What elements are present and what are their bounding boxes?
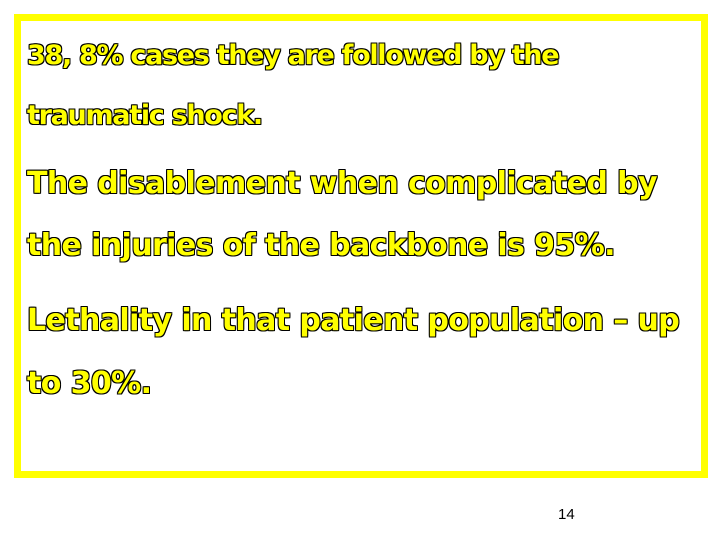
paragraph-3-line-2: to 30%. — [27, 366, 152, 401]
paragraph-2-line-1: The disablement when complicated by — [27, 166, 657, 201]
paragraph-1-line-1: 38, 8% cases they are followed by the — [27, 40, 559, 71]
paragraph-2-line-2: the injuries of the backbone is 95%. — [27, 228, 615, 263]
paragraph-1-line-2: traumatic shock. — [27, 100, 262, 131]
paragraph-3-line-1: Lethality in that patient population – up — [27, 303, 680, 338]
page-number: 14 — [558, 506, 575, 523]
